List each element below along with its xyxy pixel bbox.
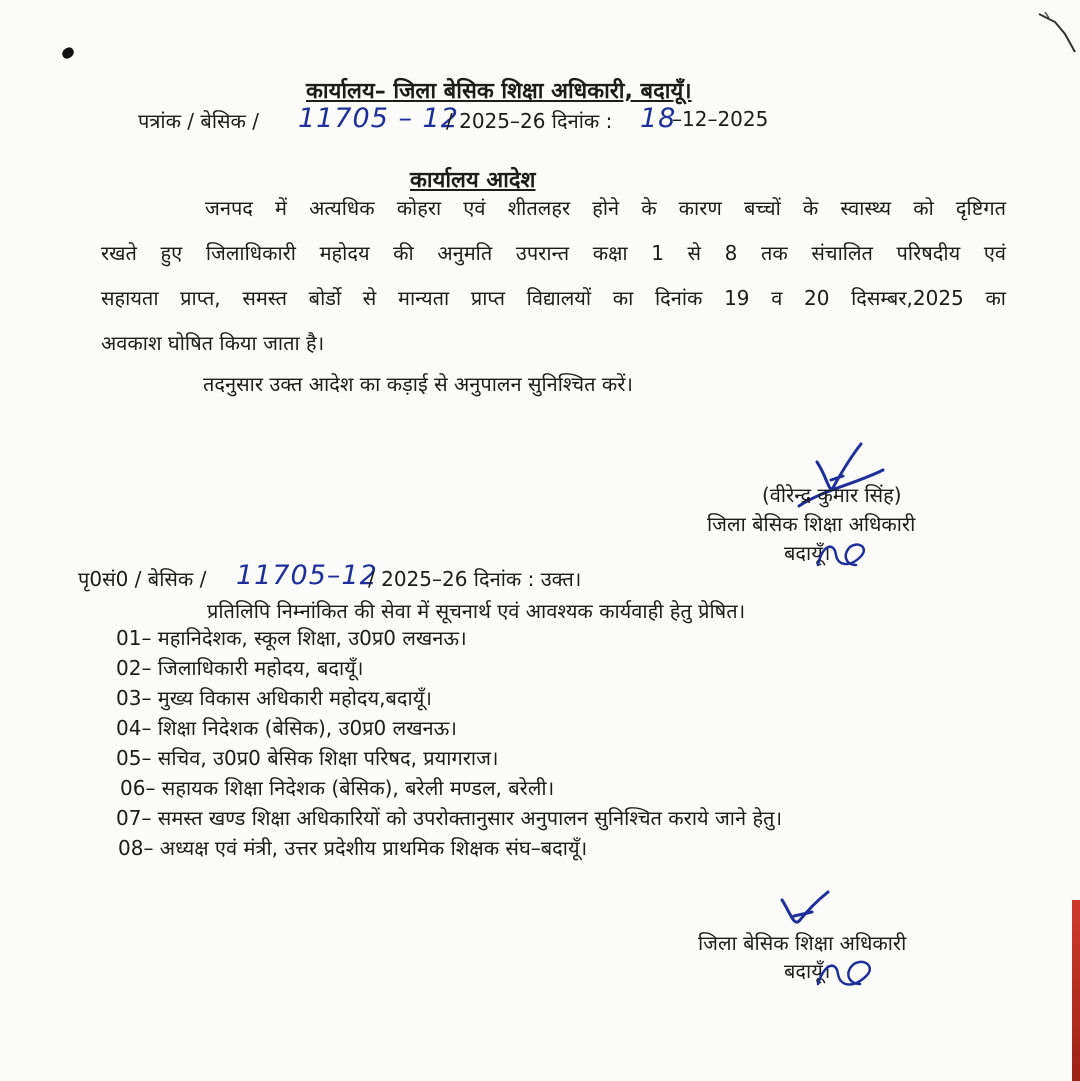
copy-reference-number-handwritten: 11705–12 [236, 560, 378, 591]
corner-mark [1035, 8, 1080, 58]
copy-intro: प्रतिलिपि निम्नांकित की सेवा में सूचनार्थ एवं आवश्यक कार्यवाही हेतु प्रेषित। [207, 599, 746, 623]
order-line-2: रखते हुए जिलाधिकारी महोदय की अनुमति उपरान्त कक्षा 1 से 8 तक संचालित परिषदीय एवं [101, 241, 1006, 265]
list-item: 08– अध्यक्ष एवं मंत्री, उत्तर प्रदेशीय प्राथमिक शिक्षक संघ–बदायूँ। [118, 836, 588, 860]
initials-2-scribble [812, 954, 878, 994]
initials-1-scribble [812, 537, 872, 573]
order-paragraph [101, 186, 1006, 366]
order-line-4: अवकाश घोषित किया जाता है। [101, 331, 325, 355]
list-item: 03– मुख्य विकास अधिकारी महोदय,बदायूँ। [116, 686, 432, 710]
officer-place: बदायूँ। [784, 541, 831, 565]
list-item: 04– शिक्षा निदेशक (बेसिक), उ0प्र0 लखनऊ। [116, 716, 457, 740]
officer-designation-2: जिला बेसिक शिक्षा अधिकारी [698, 931, 907, 955]
copy-reference-suffix: / 2025–26 दिनांक : उक्त। [368, 567, 582, 591]
page-edge [1072, 900, 1080, 1081]
list-item: 05– सचिव, उ0प्र0 बेसिक शिक्षा परिषद, प्रयागराज। [116, 746, 499, 770]
reference-year-date-label: / 2025–26 दिनांक : [446, 109, 613, 133]
copy-reference-prefix: पृ0सं0 / बेसिक / [78, 567, 207, 591]
reference-prefix: पत्रांक / बेसिक / [138, 109, 259, 133]
officer-designation: जिला बेसिक शिक्षा अधिकारी [707, 512, 916, 536]
list-item: 06– सहायक शिक्षा निदेशक (बेसिक), बरेली मण्डल, बरेली। [120, 776, 555, 800]
list-item: 07– समस्त खण्ड शिक्षा अधिकारियों को उपरोक्तानुसार अनुपालन सुनिश्चित कराये जाने हेतु। [116, 806, 783, 830]
list-item: 01– महानिदेशक, स्कूल शिक्षा, उ0प्र0 लखनऊ। [116, 626, 467, 650]
ink-blot [60, 46, 75, 61]
list-item: 02– जिलाधिकारी महोदय, बदायूँ। [116, 656, 364, 680]
reference-day-handwritten: 18 [640, 103, 677, 134]
office-title: कार्यालय– जिला बेसिक शिक्षा अधिकारी, बदायूँ। [306, 79, 692, 104]
reference-number-handwritten: 11705 – 12 [298, 103, 459, 134]
officer-place-2: बदायूँ। [784, 959, 831, 983]
order-line-3: सहायता प्राप्त, समस्त बोर्डो से मान्यता प्राप्त विद्यालयों का दिनांक 19 व 20 दिसम्बर,2025 का [101, 286, 1006, 310]
compliance-instruction: तदनुसार उक्त आदेश का कड़ाई से अनुपालन सुनिश्चित करें। [203, 372, 633, 396]
order-heading: कार्यालय आदेश [410, 168, 536, 193]
order-line-1: जनपद में अत्यधिक कोहरा एवं शीतलहर होने के कारण बच्चों के स्वास्थ्य को दृष्टिगत [205, 196, 1006, 220]
officer-name: (वीरेन्द्र कुमार सिंह) [762, 483, 902, 507]
reference-date-rest: –12–2025 [672, 107, 769, 131]
